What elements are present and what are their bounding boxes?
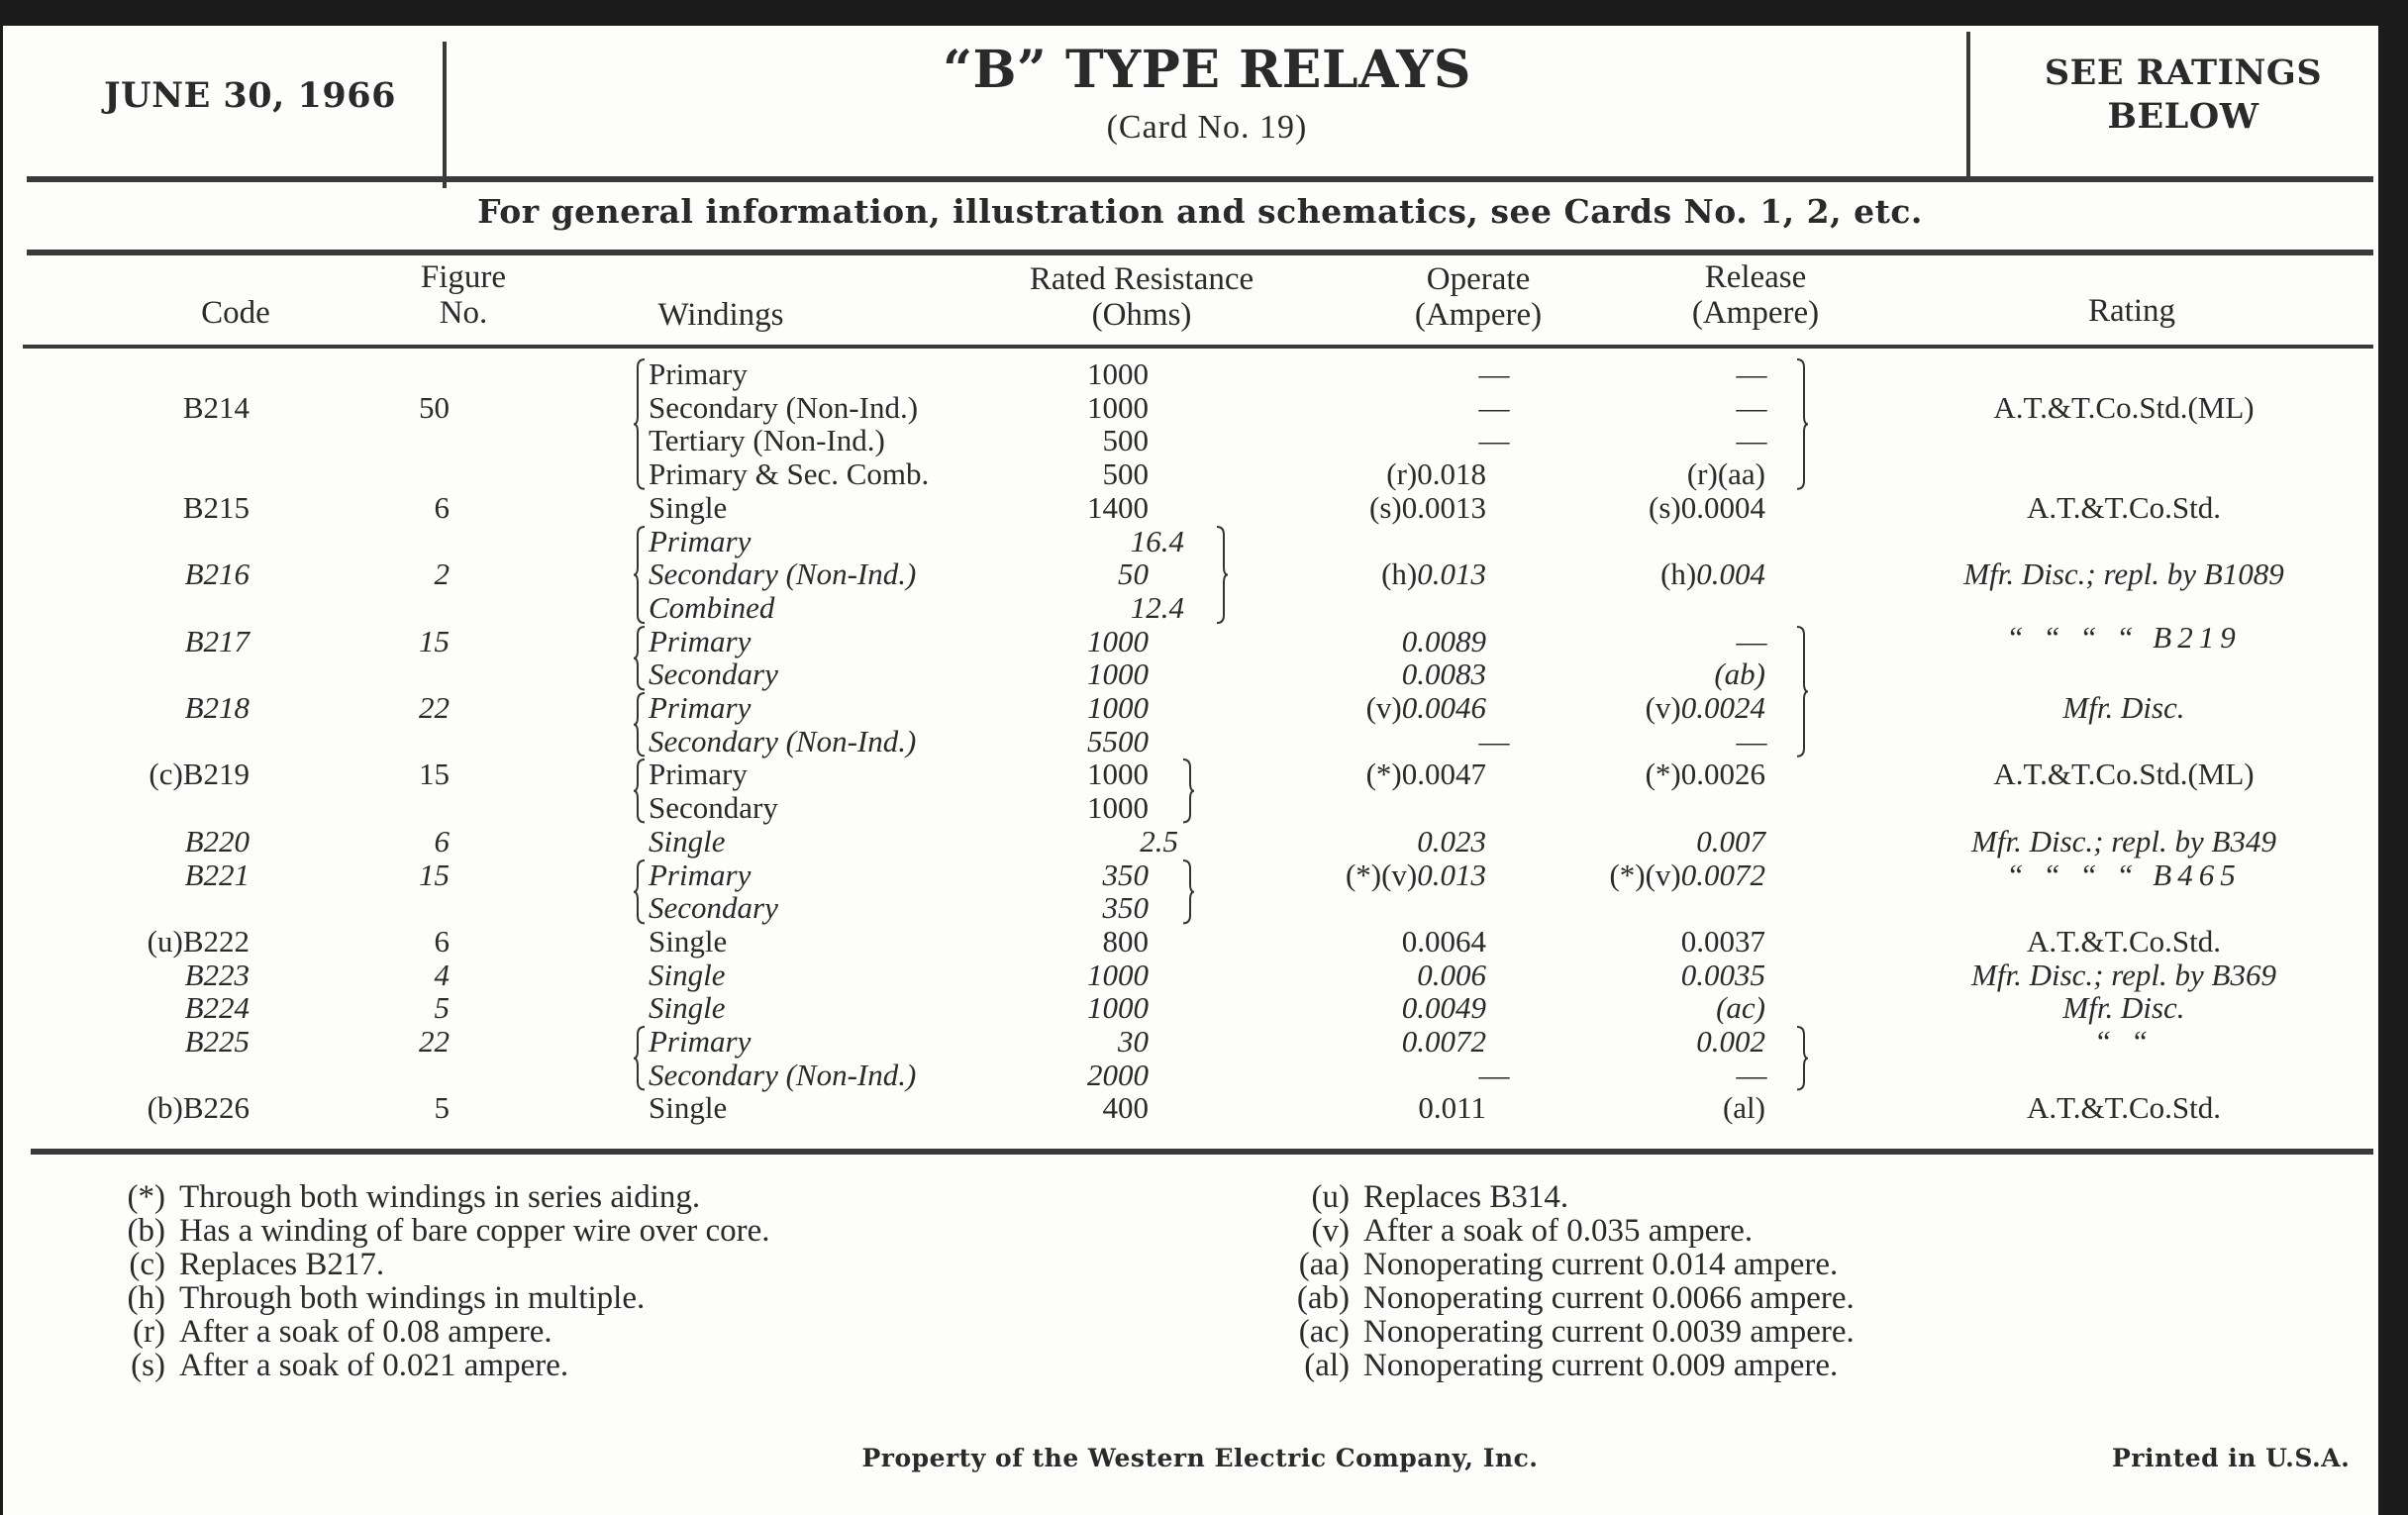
row-operate: 0.0072 <box>1401 1024 1486 1059</box>
row-resistance: 1400 <box>1087 489 1149 525</box>
col-header-release-line1: Release <box>1704 259 1807 295</box>
footnote-text: Nonoperating current 0.0066 ampere. <box>1363 1280 1855 1316</box>
row-figure-no: 5 <box>434 990 450 1026</box>
row-operate: — <box>1478 723 1510 758</box>
card-number: (Card No. 19) <box>1106 109 1308 146</box>
row-release: 0.007 <box>1696 823 1765 858</box>
card-date: JUNE 30, 1966 <box>104 75 396 116</box>
footnote-text: Replaces B217. <box>179 1247 385 1282</box>
row-figure-no: 22 <box>419 690 450 725</box>
row-resistance: 1000 <box>1087 389 1149 425</box>
row-code: (b)B226 <box>147 1090 250 1126</box>
row-figure-no: 6 <box>434 823 450 858</box>
row-winding: Secondary <box>649 656 778 692</box>
row-release: (al) <box>1722 1090 1765 1126</box>
brace-left-b221 <box>633 858 647 925</box>
ratings-note <box>1970 51 2396 139</box>
footer-property: Property of the Western Electric Company, Inc. <box>861 1444 1539 1472</box>
footnote-tag: (aa) <box>1298 1247 1350 1282</box>
brace-left-b219 <box>633 758 647 824</box>
row-operate <box>1381 557 1486 591</box>
row-release <box>1660 557 1765 591</box>
row-winding: Primary <box>649 356 748 391</box>
row-rating: Mfr. Disc.; repl. by B349 <box>1971 823 2276 858</box>
release-value: 0.004 <box>1696 556 1765 592</box>
col-header-resistance-line2: (Ohms) <box>1091 297 1192 333</box>
brace-left-b217 <box>633 625 647 691</box>
row-resistance: 1000 <box>1087 690 1149 725</box>
row-winding: Secondary (Non-Ind.) <box>649 723 917 758</box>
row-resistance: 30 <box>1118 1024 1149 1059</box>
footnote-text: Nonoperating current 0.009 ampere. <box>1363 1348 1839 1383</box>
footnote-tag: (r) <box>133 1314 165 1350</box>
row-release <box>1646 691 1765 725</box>
row-winding: Primary <box>649 857 752 892</box>
row-resistance: 1000 <box>1087 957 1149 992</box>
row-resistance: 1000 <box>1087 623 1149 658</box>
row-figure-no: 6 <box>434 489 450 525</box>
row-operate: — <box>1478 1057 1510 1092</box>
row-release: (s)0.0004 <box>1649 489 1765 525</box>
row-operate: 0.006 <box>1417 957 1486 992</box>
row-figure-no: 22 <box>419 1024 450 1059</box>
ratings-note-line1: SEE RATINGS <box>2044 52 2323 93</box>
col-header-operate <box>1369 261 1587 333</box>
row-rating: Mfr. Disc. <box>2062 690 2185 725</box>
row-code: B224 <box>184 990 250 1026</box>
col-header-rating: Rating <box>2088 293 2175 329</box>
row-release: (ab) <box>1714 656 1765 692</box>
row-resistance: 1000 <box>1087 757 1149 792</box>
row-code: B217 <box>184 623 250 658</box>
row-code: B216 <box>184 556 250 592</box>
col-header-resistance-line1: Rated Resistance <box>1029 261 1254 297</box>
row-code: (u)B222 <box>147 923 250 959</box>
row-resistance: 1000 <box>1087 656 1149 692</box>
row-winding: Primary & Sec. Comb. <box>649 456 930 492</box>
row-operate: 0.023 <box>1417 823 1486 858</box>
row-operate: 0.011 <box>1418 1090 1486 1126</box>
row-winding: Single <box>649 990 726 1026</box>
row-release: — <box>1736 723 1767 758</box>
row-operate <box>1346 858 1486 892</box>
row-code: (c)B219 <box>149 757 250 792</box>
row-resistance: 50 <box>1118 556 1149 592</box>
header-rule <box>27 176 2373 182</box>
row-operate: (s)0.0013 <box>1369 489 1486 525</box>
row-winding: Primary <box>649 523 752 558</box>
row-winding: Primary <box>649 1024 752 1059</box>
row-winding: Secondary <box>649 790 778 826</box>
row-figure-no: 4 <box>434 957 450 992</box>
row-resistance: 500 <box>1102 423 1149 458</box>
row-resistance: 350 <box>1102 857 1149 892</box>
row-resistance: 500 <box>1102 456 1149 492</box>
col-header-windings: Windings <box>657 297 784 333</box>
brace-right-rel-b217-b218 <box>1795 625 1809 758</box>
footer-printed: Printed in U.S.A. <box>2112 1444 2351 1472</box>
row-release: 0.0035 <box>1680 957 1765 992</box>
row-winding: Tertiary (Non-Ind.) <box>649 423 885 458</box>
row-resistance: 16.4 <box>1130 523 1184 558</box>
footnote-tag: (v) <box>1311 1213 1350 1249</box>
row-figure-no: 15 <box>419 623 450 658</box>
row-code: B223 <box>184 957 250 992</box>
row-rating: “ “ <box>2093 1024 2155 1059</box>
footnote-tag: (s) <box>131 1348 165 1383</box>
col-header-operate-line1: Operate <box>1426 261 1531 297</box>
row-winding: Secondary (Non-Ind.) <box>649 556 917 592</box>
row-code: B218 <box>184 690 250 725</box>
row-release: — <box>1736 1057 1767 1092</box>
row-operate: (*)0.0047 <box>1365 757 1486 792</box>
row-winding: Primary <box>649 690 752 725</box>
row-release: (r)(aa) <box>1686 456 1765 492</box>
row-release: — <box>1736 423 1767 458</box>
row-winding: Secondary <box>649 890 778 926</box>
row-winding: Single <box>649 1090 728 1126</box>
row-winding: Primary <box>649 623 752 658</box>
column-header-rule <box>23 345 2373 349</box>
brace-left-b214 <box>633 357 647 491</box>
row-release: 0.0037 <box>1680 923 1765 959</box>
row-rating: A.T.&T.Co.Std. <box>2026 1090 2222 1126</box>
footnote-tag: (h) <box>127 1280 165 1316</box>
row-rating: A.T.&T.Co.Std. <box>2026 489 2222 525</box>
row-resistance: 400 <box>1102 1090 1149 1126</box>
footnote-tag: (ab) <box>1296 1280 1350 1316</box>
info-rule <box>27 250 2373 255</box>
row-rating: “ “ “ “ B219 <box>2006 619 2242 655</box>
row-operate <box>1366 691 1486 725</box>
row-code: B214 <box>182 389 250 425</box>
footnote-tag: (al) <box>1304 1348 1350 1383</box>
footnote-text: Replaces B314. <box>1363 1179 1569 1215</box>
brace-right-res-b221 <box>1181 858 1195 925</box>
col-header-operate-line2: (Ampere) <box>1414 297 1543 333</box>
brace-right-rel-b214 <box>1795 357 1809 491</box>
row-rating: Mfr. Disc. <box>2062 990 2185 1026</box>
footnote-tag: (*) <box>127 1179 165 1215</box>
row-release: — <box>1736 623 1767 658</box>
row-operate: — <box>1478 356 1510 391</box>
operate-footnote-ref: (v) <box>1365 690 1402 725</box>
operate-footnote-ref: (h) <box>1381 556 1418 592</box>
brace-left-b225 <box>633 1025 647 1091</box>
row-rating: A.T.&T.Co.Std.(ML) <box>1993 757 2255 792</box>
row-resistance: 5500 <box>1087 723 1149 758</box>
footnote-text: Nonoperating current 0.014 ampere. <box>1363 1247 1839 1282</box>
col-header-code: Code <box>201 295 270 331</box>
row-release <box>1609 858 1765 892</box>
row-operate: 0.0083 <box>1401 656 1486 692</box>
footnote-tag: (u) <box>1311 1179 1350 1215</box>
release-value: 0.0024 <box>1680 690 1765 725</box>
brace-left-b218 <box>633 691 647 758</box>
brace-right-res-b216 <box>1215 525 1229 625</box>
release-footnote-ref: (h) <box>1660 556 1697 592</box>
footnote-tag: (ac) <box>1298 1314 1350 1350</box>
card-title: “B” TYPE RELAYS <box>943 40 1471 100</box>
table-bottom-rule <box>31 1149 2373 1155</box>
col-header-figure-line1: Figure <box>420 259 507 295</box>
row-winding: Single <box>649 489 728 525</box>
row-resistance: 1000 <box>1087 990 1149 1026</box>
row-winding: Single <box>649 923 728 959</box>
col-header-figure <box>389 259 538 331</box>
col-header-release-line2: (Ampere) <box>1691 295 1820 331</box>
row-winding: Primary <box>649 757 748 792</box>
row-code: B220 <box>184 823 250 858</box>
row-figure-no: 50 <box>419 389 450 425</box>
row-release: (*)0.0026 <box>1645 757 1765 792</box>
row-code: B221 <box>184 857 250 892</box>
row-release: — <box>1736 389 1767 425</box>
footnote-text: After a soak of 0.021 ampere. <box>179 1348 569 1383</box>
footnote-text: Nonoperating current 0.0039 ampere. <box>1363 1314 1855 1350</box>
ratings-note-line2: BELOW <box>2107 96 2259 137</box>
operate-value: 0.013 <box>1417 857 1486 892</box>
col-header-release <box>1647 259 1864 331</box>
row-rating: “ “ “ “ B465 <box>2006 857 2242 892</box>
col-header-figure-line2: No. <box>439 295 488 331</box>
row-operate: 0.0089 <box>1401 623 1486 658</box>
row-rating: Mfr. Disc.; repl. by B369 <box>1971 957 2276 992</box>
row-winding: Combined <box>649 589 775 625</box>
row-release: 0.002 <box>1696 1024 1765 1059</box>
row-rating: Mfr. Disc.; repl. by B1089 <box>1963 556 2284 592</box>
brace-left-b216 <box>633 525 647 625</box>
row-winding: Secondary (Non-Ind.) <box>649 389 919 425</box>
brace-right-rel-b225 <box>1795 1025 1809 1091</box>
row-resistance: 12.4 <box>1130 589 1184 625</box>
footnote-text: Through both windings in series aiding. <box>179 1179 701 1215</box>
release-footnote-ref: (*)(v) <box>1609 857 1681 892</box>
row-operate: 0.0064 <box>1401 923 1486 959</box>
row-resistance: 350 <box>1102 890 1149 926</box>
row-figure-no: 6 <box>434 923 450 959</box>
row-resistance: 1000 <box>1087 356 1149 391</box>
row-figure-no: 15 <box>419 757 450 792</box>
row-code: B215 <box>182 489 250 525</box>
footnote-text: Has a winding of bare copper wire over core. <box>179 1213 770 1249</box>
col-header-resistance <box>983 261 1300 333</box>
row-figure-no: 5 <box>434 1090 450 1126</box>
row-release: — <box>1736 356 1767 391</box>
row-figure-no: 15 <box>419 857 450 892</box>
row-winding: Secondary (Non-Ind.) <box>649 1057 917 1092</box>
row-code: B225 <box>184 1024 250 1059</box>
footnote-text: After a soak of 0.035 ampere. <box>1363 1213 1754 1249</box>
row-resistance: 1000 <box>1087 790 1149 826</box>
footnote-tag: (b) <box>127 1213 165 1249</box>
row-resistance: 800 <box>1102 923 1149 959</box>
footnote-text: Through both windings in multiple. <box>179 1280 646 1316</box>
operate-value: 0.0046 <box>1401 690 1486 725</box>
relay-data-card <box>3 26 2378 1515</box>
row-operate: — <box>1478 423 1510 458</box>
row-resistance: 2.5 <box>1140 823 1178 858</box>
release-footnote-ref: (v) <box>1645 690 1681 725</box>
brace-right-res-b219 <box>1181 758 1195 824</box>
row-rating: A.T.&T.Co.Std.(ML) <box>1993 389 2255 425</box>
row-operate: (r)0.018 <box>1386 456 1486 492</box>
row-figure-no: 2 <box>434 556 450 592</box>
row-release: (ac) <box>1716 990 1765 1026</box>
operate-footnote-ref: (*)(v) <box>1345 857 1418 892</box>
row-resistance: 2000 <box>1087 1057 1149 1092</box>
operate-value: 0.013 <box>1417 556 1486 592</box>
row-rating: A.T.&T.Co.Std. <box>2026 923 2222 959</box>
footnote-text: After a soak of 0.08 ampere. <box>179 1314 552 1350</box>
row-operate: — <box>1478 389 1510 425</box>
row-winding: Single <box>649 823 726 858</box>
footnote-tag: (c) <box>129 1247 165 1282</box>
row-operate: 0.0049 <box>1401 990 1486 1026</box>
info-line: For general information, illustration and schematics, see Cards No. 1, 2, etc. <box>477 192 1923 231</box>
release-value: 0.0072 <box>1680 857 1765 892</box>
row-winding: Single <box>649 957 726 992</box>
